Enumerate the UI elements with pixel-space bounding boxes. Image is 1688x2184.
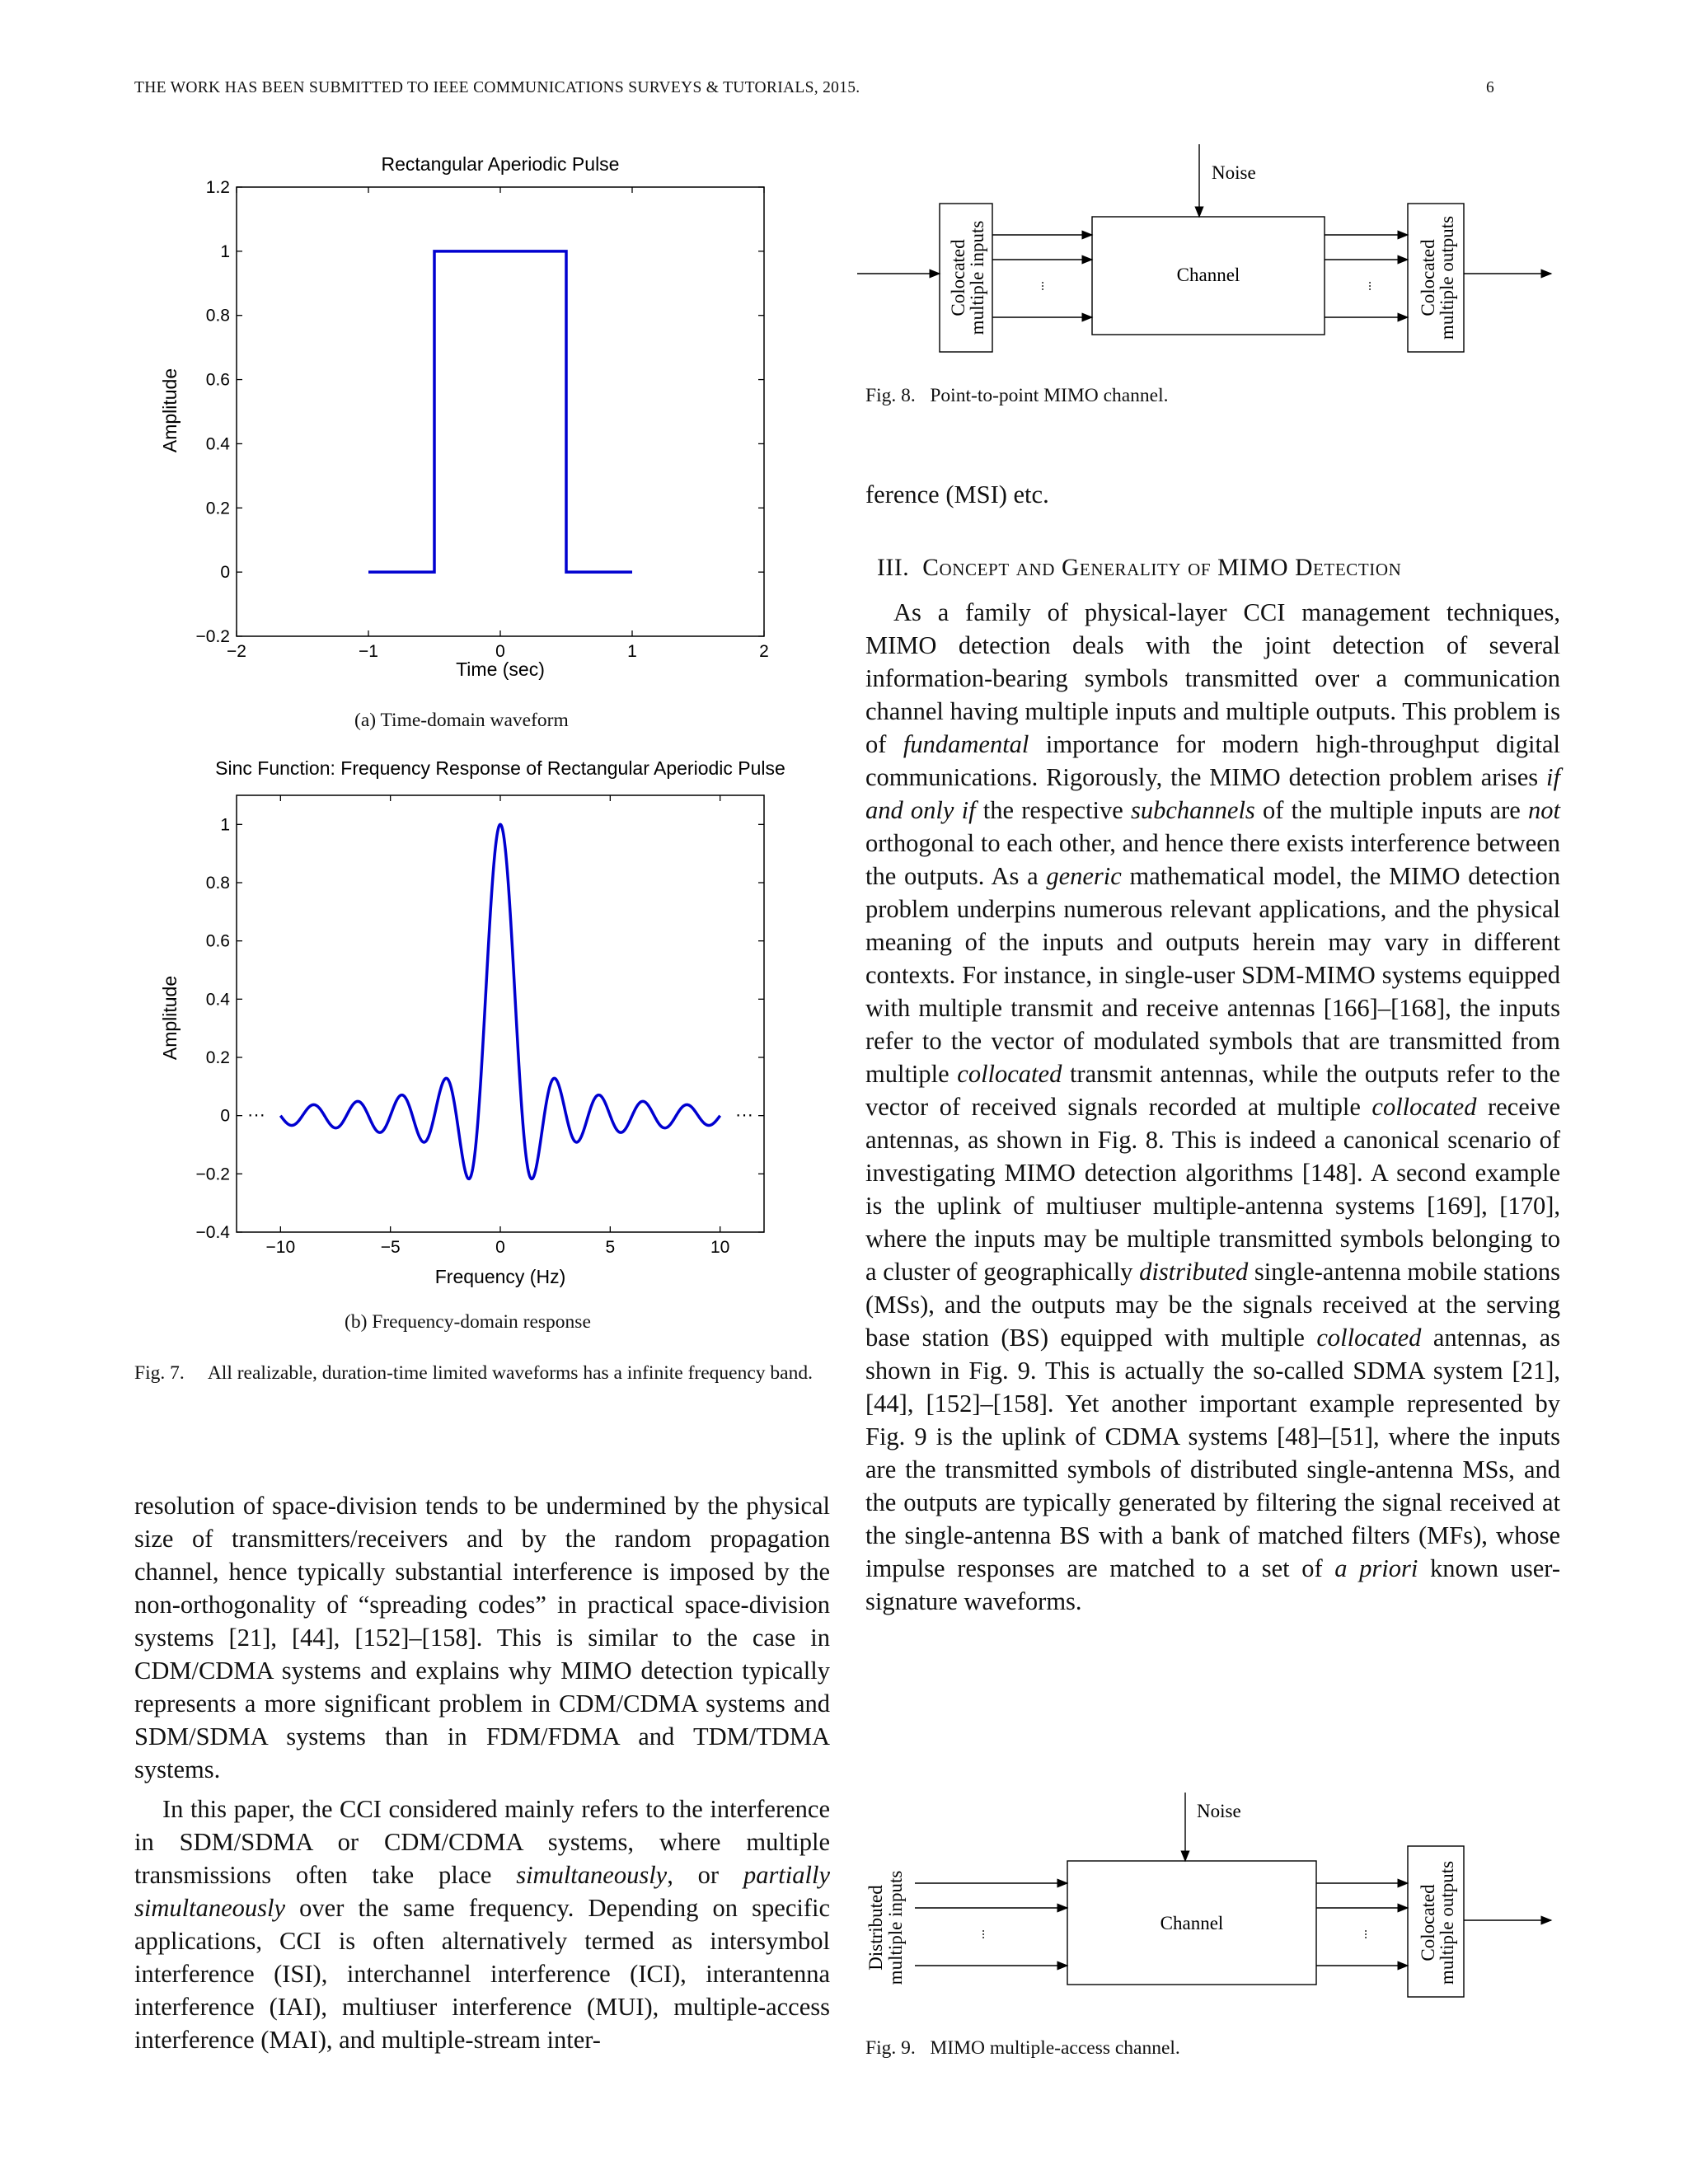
x-tick-label: −10 <box>265 1238 296 1257</box>
channel-label: Channel <box>1160 1913 1224 1933</box>
y-tick-label: −0.2 <box>195 627 230 646</box>
output-label-1: Colocated <box>1418 239 1438 316</box>
y-tick-label: 0.6 <box>205 370 230 390</box>
paragraph: In this paper, the CCI considered mainly refers to the interference in SDM/SDMA or CDM/CDMA systems, where multiple transmissions often take place simultaneously, or partially simultaneously over the same frequency. Depending on specific applications, CCI is often alternatively termed as intersymbol interference (ISI), interchannel interference (ICI), interantenna interference (IAI), multiuser interference (MUI), multiple-access interference (MAI), and multiple-stream inter- <box>134 1795 830 2054</box>
fig9-caption: Fig. 9. MIMO multiple-access channel. <box>865 2037 1180 2059</box>
plot-frame <box>237 187 764 636</box>
x-tick-label: −1 <box>359 642 378 661</box>
right-column <box>865 478 1560 1618</box>
running-title: THE WORK HAS BEEN SUBMITTED TO IEEE COMMUNICATIONS SURVEYS & TUTORIALS, 2015. <box>134 79 860 96</box>
x-tick-label: −2 <box>227 642 246 661</box>
y-tick-label: 0.6 <box>205 931 230 951</box>
fig8-diagram <box>857 144 1558 359</box>
fig7-caption-text: All realizable, duration-time limited waveforms has a infinite frequency band. <box>207 1362 813 1384</box>
output-dots: ... <box>1360 281 1374 291</box>
page-number: 6 <box>1485 79 1494 96</box>
pulse-line <box>368 251 632 572</box>
fig8-caption: Fig. 8. Point-to-point MIMO channel. <box>865 385 1169 406</box>
x-tick-label: 0 <box>495 642 505 661</box>
output-dots: ... <box>1356 1929 1370 1939</box>
y-axis-label: Amplitude <box>159 975 181 1061</box>
y-tick-label: 1 <box>220 815 230 835</box>
y-tick-label: 0.4 <box>205 434 230 454</box>
y-tick-label: 0 <box>220 563 230 583</box>
output-label-1: Colocated <box>1418 1884 1438 1961</box>
y-tick-label: 0 <box>220 1106 230 1126</box>
section-title: Concept and Generality of MIMO Detection <box>922 555 1402 581</box>
axes <box>196 178 769 661</box>
noise-label: Noise <box>1212 162 1256 183</box>
y-tick-label: 0.2 <box>205 1048 230 1067</box>
y-tick-label: 0.8 <box>205 306 230 326</box>
channel-label: Channel <box>1176 265 1240 285</box>
x-tick-label: 10 <box>710 1238 730 1257</box>
x-axis-label: Frequency (Hz) <box>434 1266 566 1287</box>
section-heading <box>865 551 1560 584</box>
output-label-2: multiple outputs <box>1437 215 1457 340</box>
y-tick-label: −0.2 <box>195 1165 230 1184</box>
output-label-2: multiple outputs <box>1437 1860 1457 1985</box>
fig9-diagram <box>857 1793 1558 2011</box>
y-axis-label: Amplitude <box>159 368 181 453</box>
input-label-2: multiple inputs <box>885 1870 906 1985</box>
y-tick-label: 1 <box>220 241 230 261</box>
left-column <box>134 1489 830 2056</box>
chart-title: Sinc Function: Frequency Response of Rectangular Aperiodic Pulse <box>215 757 785 779</box>
input-dots: ... <box>1033 281 1047 291</box>
x-tick-label: 5 <box>605 1238 616 1257</box>
x-tick-label: 1 <box>627 642 637 661</box>
noise-label: Noise <box>1197 1801 1241 1821</box>
fig7a-caption: (a) Time-domain waveform <box>354 710 569 731</box>
x-tick-label: 2 <box>759 642 769 661</box>
input-label-1: Distributed <box>865 1885 886 1971</box>
x-tick-label: −5 <box>380 1238 401 1257</box>
paragraph: resolution of space-division tends to be undermined by the physical size of transmitters/receivers and by the random propagation channel, hence typically substantial interference is imposed by the non-orthogonality of “spreading codes” in practical space-division systems [21], [44], [152]–[158]. This is similar to the case in CDM/CDMA systems and explains why MIMO detection typically represents a more significant problem in CDM/CDMA systems and SDM/SDMA systems than in FDM/FDMA and TDM/TDMA systems. <box>134 1492 830 1783</box>
paragraph: As a family of physical-layer CCI management techniques, MIMO detection deals with the joint detection of several information-bearing symbols transmitted over a communication channel having multiple inputs and multiple outputs. This problem is of fundamental importance for modern high-throughput digital communications. Rigorously, the MIMO detection problem arises if and only if the respective subchannels of the multiple inputs are not orthogonal to each other, and hence there exists interference between the outputs. As a generic mathematical model, the MIMO detection problem underpins numerous relevant applications, and the physical meaning of the inputs and outputs herein may vary in different contexts. For instance, in single-user SDM-MIMO systems equipped with multiple transmit and receive antennas [166]–[168], the inputs refer to the vector of modulated symbols that are transmitted from multiple collocated transmit antennas, while the outputs refer to the vector of received signals recorded at multiple collocated receive antennas, as shown in Fig. 8. This is indeed a canonical scenario of investigating MIMO detection algorithms [148]. A second example is the uplink of multiuser multiple-antenna systems [169], [170], where the inputs may be multiple transmitted symbols belonging to a cluster of geographically distributed single-antenna mobile stations (MSs), and the outputs may be the signals received at the serving base station (BS) equipped with multiple collocated antennas, as shown in Fig. 9. This is actually the so-called SDMA system [21], [44], [152]–[158]. Yet another important example represented by Fig. 9 is the uplink of CDMA systems [48]–[51], where the inputs are the transmitted symbols of distributed single-antenna MSs, and the outputs are typically generated by filtering the signal received at the single-antenna BS with a bank of matched filters (MFs), whose impulse responses are matched to a set of a priori known user-signature waveforms. <box>865 598 1561 1615</box>
y-tick-label: 0.4 <box>205 990 230 1010</box>
plot-frame <box>237 795 764 1232</box>
ellipsis-left: ··· <box>247 1104 265 1125</box>
fig7b-caption: (b) Frequency-domain response <box>345 1311 591 1333</box>
input-dots: ... <box>973 1929 987 1939</box>
y-tick-label: 0.8 <box>205 874 230 893</box>
section-number: III. <box>877 555 910 581</box>
y-tick-label: −0.4 <box>195 1223 230 1242</box>
input-label-1: Colocated <box>948 239 968 316</box>
axes <box>196 795 764 1257</box>
chart-frequency-domain <box>148 746 824 1302</box>
chart-title: Rectangular Aperiodic Pulse <box>381 153 620 175</box>
x-tick-label: 0 <box>495 1238 505 1257</box>
paragraph: ference (MSI) etc. <box>865 480 1049 509</box>
y-tick-label: 0.2 <box>205 499 230 518</box>
fig7-caption <box>134 1361 830 1386</box>
input-label-2: multiple inputs <box>967 220 987 335</box>
chart-time-domain <box>148 148 824 692</box>
sinc-line <box>280 824 720 1179</box>
fig7-caption-label: Fig. 7. <box>134 1362 185 1384</box>
running-header <box>134 79 1494 97</box>
ellipsis-right: ··· <box>735 1104 753 1125</box>
x-axis-label: Time (sec) <box>456 658 545 680</box>
y-tick-label: 1.2 <box>205 178 230 197</box>
